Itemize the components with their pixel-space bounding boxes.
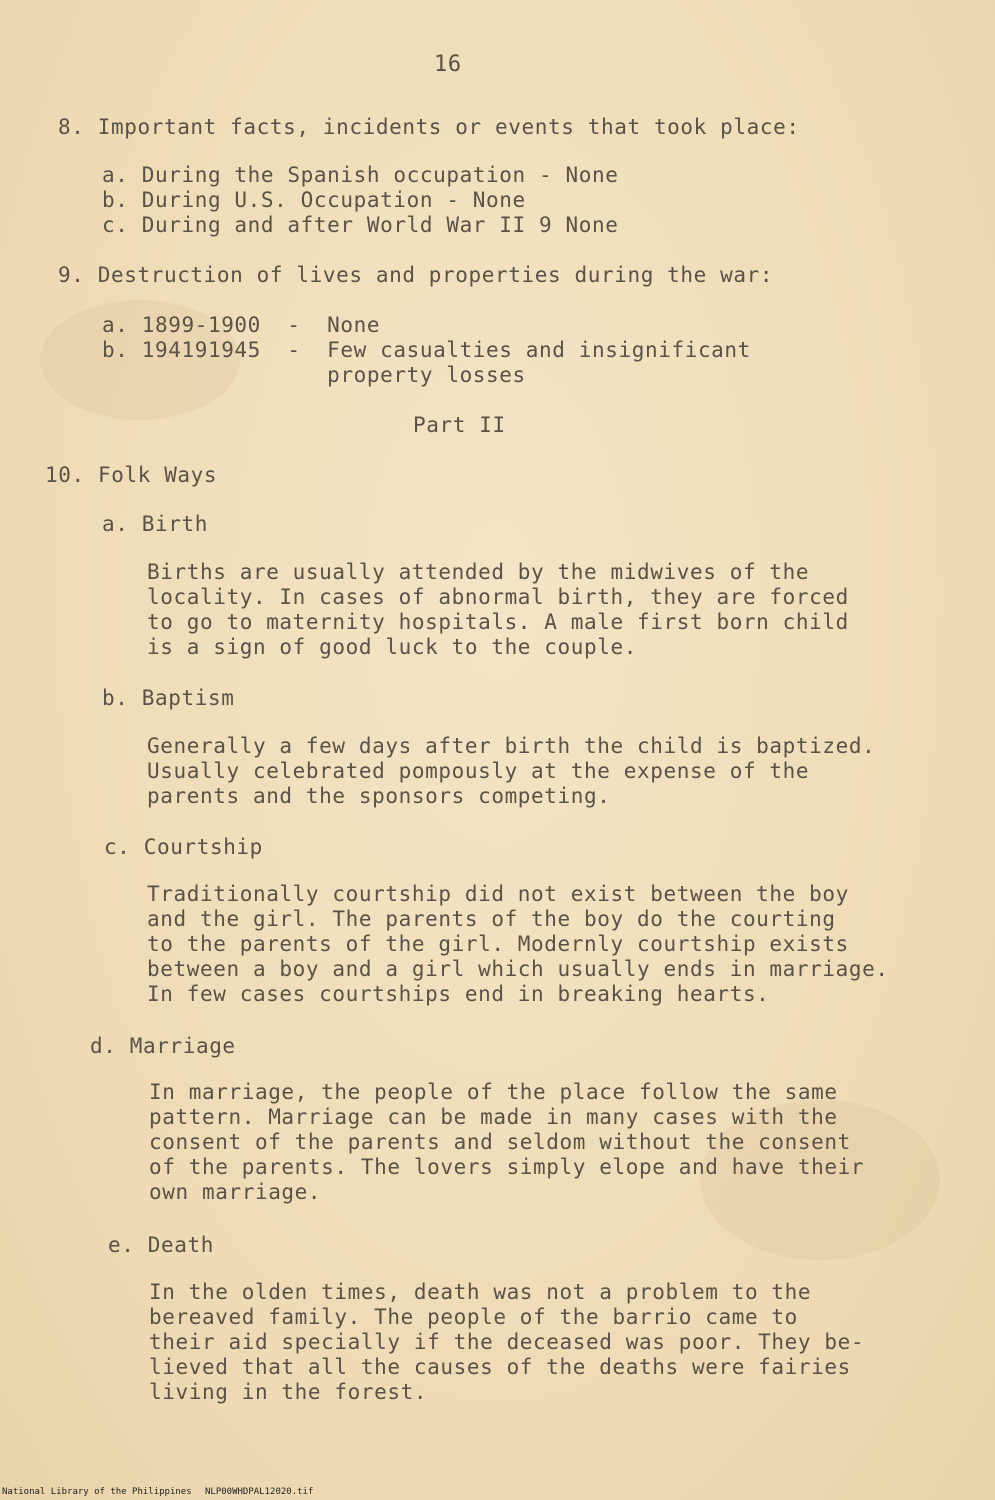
- marriage-line: pattern. Marriage can be made in many cases with the: [149, 1105, 838, 1129]
- section-9-heading: 9. Destruction of lives and properties during the war:: [58, 263, 774, 287]
- courtship-line: between a boy and a girl which usually ends in marriage.: [147, 957, 889, 981]
- footer-library: National Library of the Philippines: [2, 1487, 192, 1497]
- baptism-line: Usually celebrated pompously at the expense of the: [147, 759, 810, 783]
- baptism-title: b. Baptism: [102, 686, 235, 710]
- courtship-line: and the girl. The parents of the boy do the courting: [147, 907, 836, 931]
- courtship-line: In few cases courtships end in breaking hearts.: [147, 982, 770, 1006]
- section-9-item-b-cont: property losses: [102, 363, 526, 387]
- footer-filename: NLP00WHDPAL12020.tif: [205, 1487, 314, 1497]
- courtship-line: to the parents of the girl. Modernly courtship exists: [147, 932, 849, 956]
- page-number: 16: [434, 52, 462, 77]
- baptism-line: Generally a few days after birth the child is baptized.: [147, 734, 876, 758]
- death-line: lieved that all the causes of the deaths were fairies: [149, 1355, 851, 1379]
- marriage-line: of the parents. The lovers simply elope and have their: [149, 1155, 865, 1179]
- section-9-item-a: a. 1899-1900 - None: [102, 313, 381, 337]
- birth-line: to go to maternity hospitals. A male first born child: [147, 610, 849, 634]
- death-line: bereaved family. The people of the barrio came to: [149, 1305, 798, 1329]
- death-title: e. Death: [108, 1233, 214, 1257]
- death-line: living in the forest.: [149, 1380, 428, 1404]
- marriage-line: In marriage, the people of the place follow the same: [149, 1080, 838, 1104]
- marriage-line: consent of the parents and seldom without the consent: [149, 1130, 851, 1154]
- part-title: Part II: [413, 413, 506, 437]
- section-10-heading: 10. Folk Ways: [45, 463, 218, 487]
- marriage-title: d. Marriage: [90, 1034, 236, 1058]
- baptism-line: parents and the sponsors competing.: [147, 784, 611, 808]
- death-line: their aid specially if the deceased was poor. They be-: [149, 1330, 865, 1354]
- courtship-title: c. Courtship: [104, 835, 263, 859]
- birth-title: a. Birth: [102, 512, 208, 536]
- section-8-item-b: b. During U.S. Occupation - None: [102, 188, 526, 212]
- birth-line: Births are usually attended by the midwives of the: [147, 560, 810, 584]
- section-9-item-b: b. 194191945 - Few casualties and insignificant: [102, 338, 751, 362]
- section-8-item-a: a. During the Spanish occupation - None: [102, 163, 619, 187]
- birth-line: is a sign of good luck to the couple.: [147, 635, 637, 659]
- courtship-line: Traditionally courtship did not exist between the boy: [147, 882, 849, 906]
- marriage-line: own marriage.: [149, 1180, 322, 1204]
- section-8-item-c: c. During and after World War II 9 None: [102, 213, 619, 237]
- section-8-heading: 8. Important facts, incidents or events that took place:: [58, 115, 800, 139]
- birth-line: locality. In cases of abnormal birth, they are forced: [147, 585, 849, 609]
- death-line: In the olden times, death was not a problem to the: [149, 1280, 812, 1304]
